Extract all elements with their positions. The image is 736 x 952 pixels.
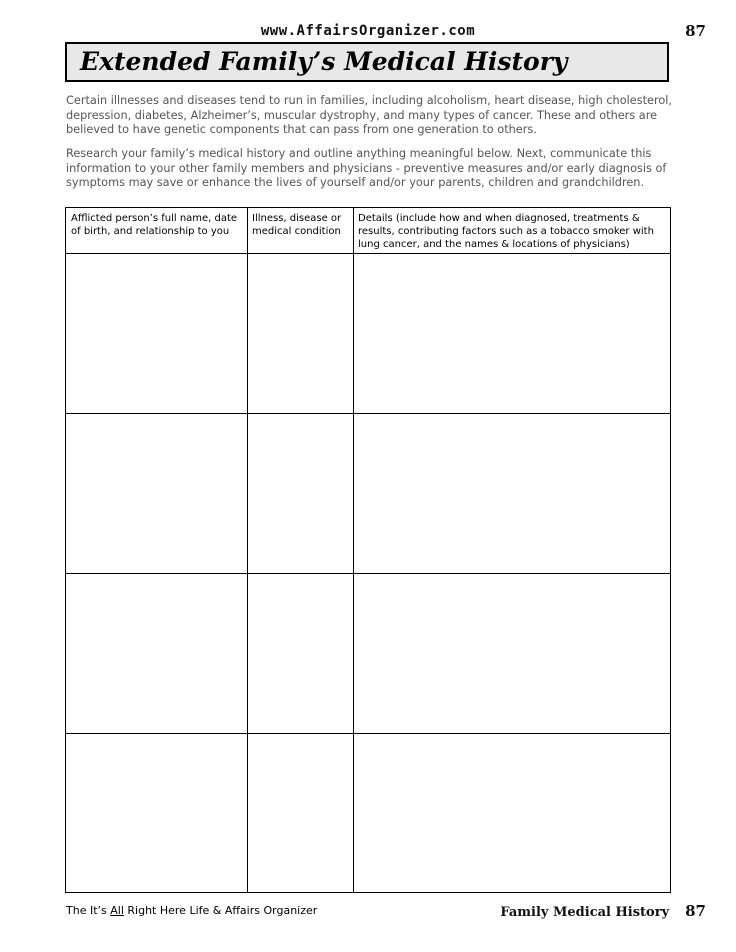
footer-book-title [66,904,317,917]
table-cell-details[interactable] [354,254,670,413]
table-cell-details[interactable] [354,574,670,733]
site-url: www.AffairsOrganizer.com [260,23,476,39]
footer-section-title: Family Medical History [500,905,670,920]
table-cell-person[interactable] [66,734,247,892]
instructions-paragraph: Research your family’s medical history and outline anything meaningful below. Next, communicate this information to your other family members and physicians - preventive measures and/or early diagnosis of symptoms may save or enhance the lives of yourself and/or your parents, children and grandchildren. [66,147,667,189]
footer-middle: Right Here [123,904,190,917]
table-cell-illness[interactable] [248,734,353,892]
column-header-person: Afflicted person’s full name, date of birth, and relationship to you [71,213,238,237]
footer-section [500,902,706,920]
footer-suffix: Life & Affairs Organizer [189,904,318,917]
table-cell-person[interactable] [66,254,247,413]
column-header-illness: Illness, disease or medical condition [252,213,342,237]
medical-history-table [65,207,671,893]
table-cell-details[interactable] [354,734,670,892]
page-title: Extended Family’s Medical History [80,47,568,76]
page-number-bottom: 87 [685,902,706,920]
footer-prefix: The It’s [66,904,111,917]
title-banner [65,42,669,82]
table-cell-illness[interactable] [248,254,353,413]
intro-paragraph: Certain illnesses and diseases tend to run in families, including alcoholism, heart disease, high cholesterol, depression, diabetes, Alzheimer’s, muscular dystrophy, and many types of cancer. These and others are believed to have genetic components that can pass from one generation to others. [66,94,673,136]
table-cell-details[interactable] [354,414,670,573]
footer-underlined: All [110,904,124,917]
page-number-top: 87 [685,22,706,40]
table-cell-person[interactable] [66,574,247,733]
column-header-details: Details (include how and when diagnosed, treatments & results, contributing factors such as a tobacco smoker with lung cancer, and the names & locations of physicians) [358,213,654,250]
table-cell-illness[interactable] [248,414,353,573]
table-cell-person[interactable] [66,414,247,573]
table-cell-illness[interactable] [248,574,353,733]
